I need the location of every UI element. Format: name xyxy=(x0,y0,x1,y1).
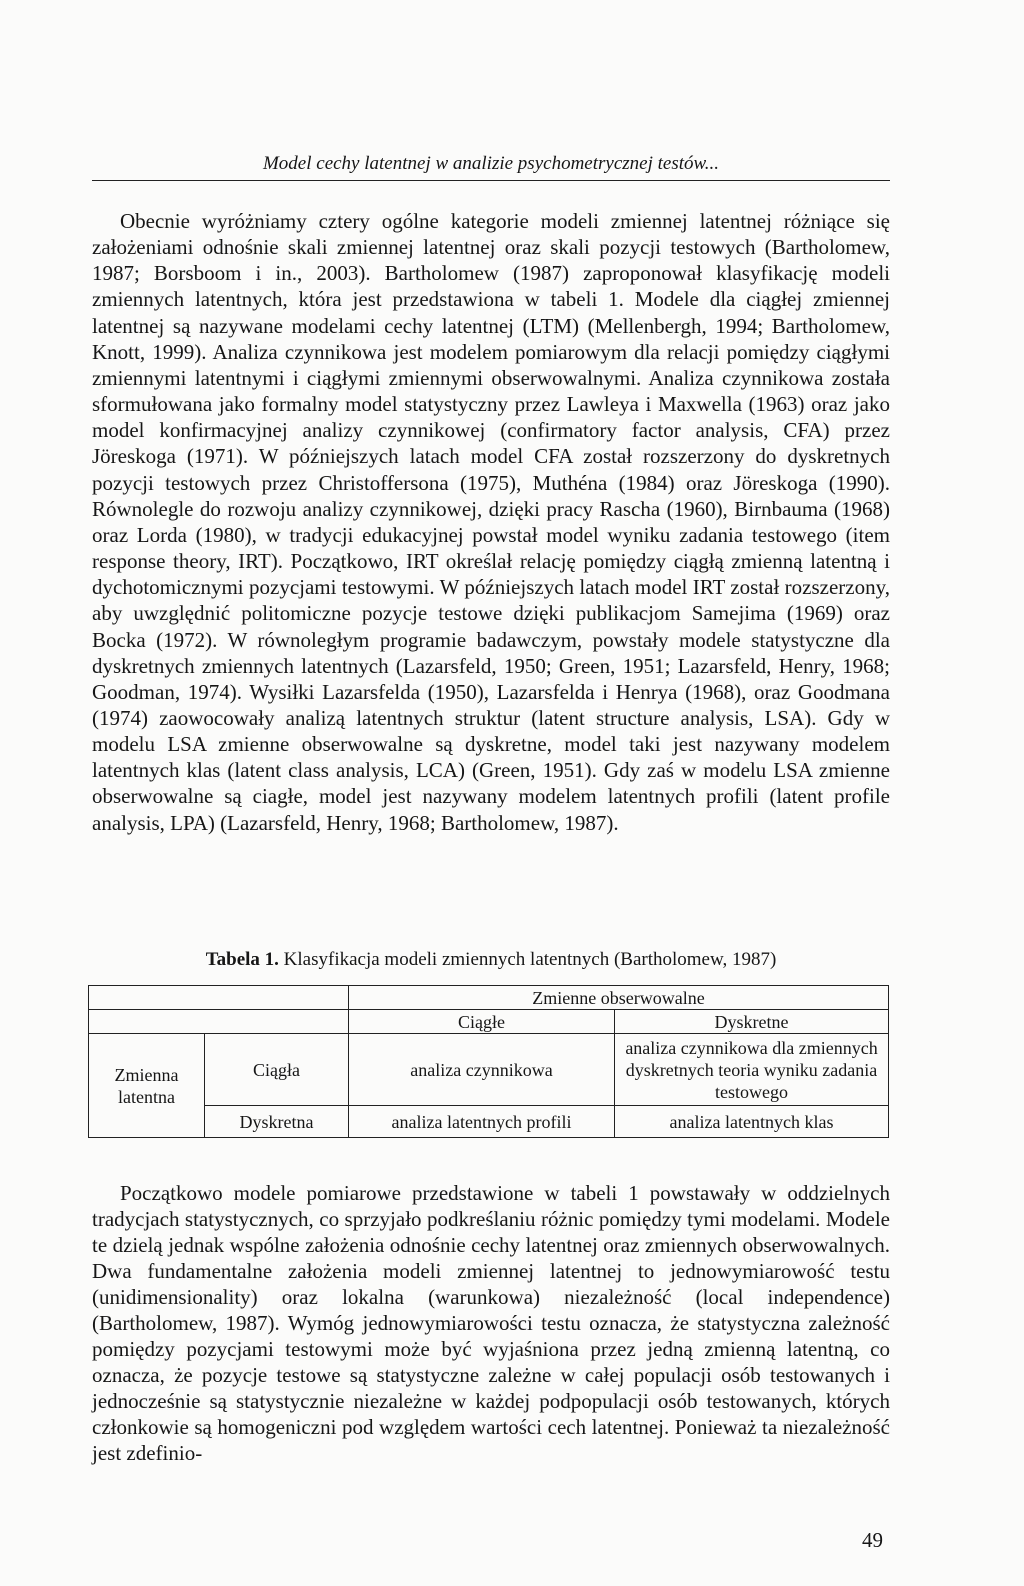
table-corner-cell-2 xyxy=(89,1010,349,1034)
latent-header: Zmienna latentna xyxy=(89,1034,205,1138)
paragraph-2-text: Początkowo modele pomiarowe przedstawione w tabeli 1 powstawały w oddzielnych tradycjach statystycznych, co sprzyjało podkreślaniu różnic pomiędzy tymi modelami. Modele te dzielą jednak wspólne założenia odnośnie cechy latentnej oraz zmiennych obserwowalnych. Dwa fundamentalne założenia modeli zmiennej latentnej to jednowymiarowość testu (unidimensionality) oraz lokalna (warunkowa) niezależność (local independence) (Bartholomew, 1987). Wymóg jednowymiarowości testu oznacza, że statystyczna zależność pomiędzy pozycjami testowymi może być wyjaśniona przez jedną zmienną latentną, co oznacza, że pozycje testowe są statystyczne zależne w całej populacji osób testowanych i jednocześnie są statystycznie niezależne w każdej podpopulacji osób testowanych, których członkowie są homogeniczni pod względem wartości cech latentnej. Ponieważ ta niezależność jest zdefinio- xyxy=(92,1181,890,1465)
cell-disc-disc: analiza latentnych klas xyxy=(615,1106,889,1138)
classification-table xyxy=(88,985,889,1138)
cell-cont-cont: analiza czynnikowa xyxy=(349,1034,615,1106)
table-corner-cell xyxy=(89,986,349,1010)
page-number: 49 xyxy=(862,1528,883,1552)
cell-cont-disc: analiza czynnikowa dla zmiennych dyskretnych teoria wyniku zadania testowego xyxy=(615,1034,889,1106)
table-caption xyxy=(92,948,890,972)
paragraph-1-text: Obecnie wyróżniamy cztery ogólne kategorie modeli zmiennej latentnej różniące się założeniami odnośnie skali zmiennej latentnej oraz skali pozycji testowych (Bartholomew, 1987; Borsboom i in., 2003). Bartholomew (1987) zaproponował klasyfikację modeli zmiennych latentnych, która jest przedstawiona w tabeli 1. Modele dla ciągłej zmiennej latentnej są nazywane modelami cechy latentnej (LTM) (Mellenbergh, 1994; Bartholomew, Knott, 1999). Analiza czynnikowa jest modelem pomiarowym dla relacji pomiędzy ciągłymi zmiennymi latentnymi i ciągłymi zmiennymi obserwowalnymi. Analiza czynnikowa została sformułowana jako formalny model statystyczny przez Lawleya i Maxwella (1963) oraz jako model konfirmacyjnej analizy czynnikowej (confirmatory factor analysis, CFA) przez Jöreskoga (1971). W późniejszych latach model CFA został rozszerzony do dyskretnych pozycji testowych przez Christoffersona (1975), Muthéna (1984) oraz Jöreskoga (1990). Równolegle do rozwoju analizy czynnikowej, dzięki pracy Rascha (1960), Birnbauma (1968) oraz Lorda (1980), w tradycji edukacyjnej powstał model wyniku zadania testowego (item response theory, IRT). Początkowo, IRT określał relację pomiędzy ciągłą zmienną latentną i dychotomicznymi pozycjami testowymi. W późniejszych latach model IRT został rozszerzony, aby uwzględnić politomiczne pozycje testowe dzięki publikacjom Samejima (1969) oraz Bocka (1972). W równoległym programie badawczym, powstały modele statystyczne dla dyskretnych zmiennych latentnych (Lazarsfeld, 1950; Green, 1951; Lazarsfeld, Henry, 1968; Goodman, 1974). Wysiłki Lazarsfelda (1950), Lazarsfelda i Henrya (1968), oraz Goodmana (1974) zaowocowały analizą latentnych struktur (latent structure analysis, LSA). Gdy w modelu LSA zmienne obserwowalne są dyskretne, model taki jest nazywany modelem latentnych klas (latent class analysis, LCA) (Green, 1951). Gdy zaś w modelu LSA zmienne obserwowalne są ciagłe, model jest nazywany modelem latentnych profili (latent profile analysis, LPA) (Lazarsfeld, Henry, 1968; Bartholomew, 1987). xyxy=(92,209,890,835)
header-rule xyxy=(92,180,890,181)
table-caption-text: Klasyfikacja modeli zmiennych latentnych (Bartholomew, 1987) xyxy=(283,949,777,970)
cell-disc-cont: analiza latentnych profili xyxy=(349,1106,615,1138)
observed-header: Zmienne obserwowalne xyxy=(349,986,889,1010)
table-row xyxy=(89,986,889,1010)
table-row xyxy=(89,1010,889,1034)
table-caption-label: Tabela 1. xyxy=(205,949,279,970)
col-header-discrete: Dyskretne xyxy=(615,1010,889,1034)
paragraph-1 xyxy=(92,208,890,836)
table-row xyxy=(89,1034,889,1106)
table-row xyxy=(89,1106,889,1138)
col-header-continuous: Ciągłe xyxy=(349,1010,615,1034)
running-header: Model cechy latentnej w analizie psychometrycznej testów... xyxy=(262,153,720,174)
row-header-discrete: Dyskretna xyxy=(205,1106,349,1138)
row-header-continuous: Ciągła xyxy=(205,1034,349,1106)
paragraph-2 xyxy=(92,1180,890,1466)
